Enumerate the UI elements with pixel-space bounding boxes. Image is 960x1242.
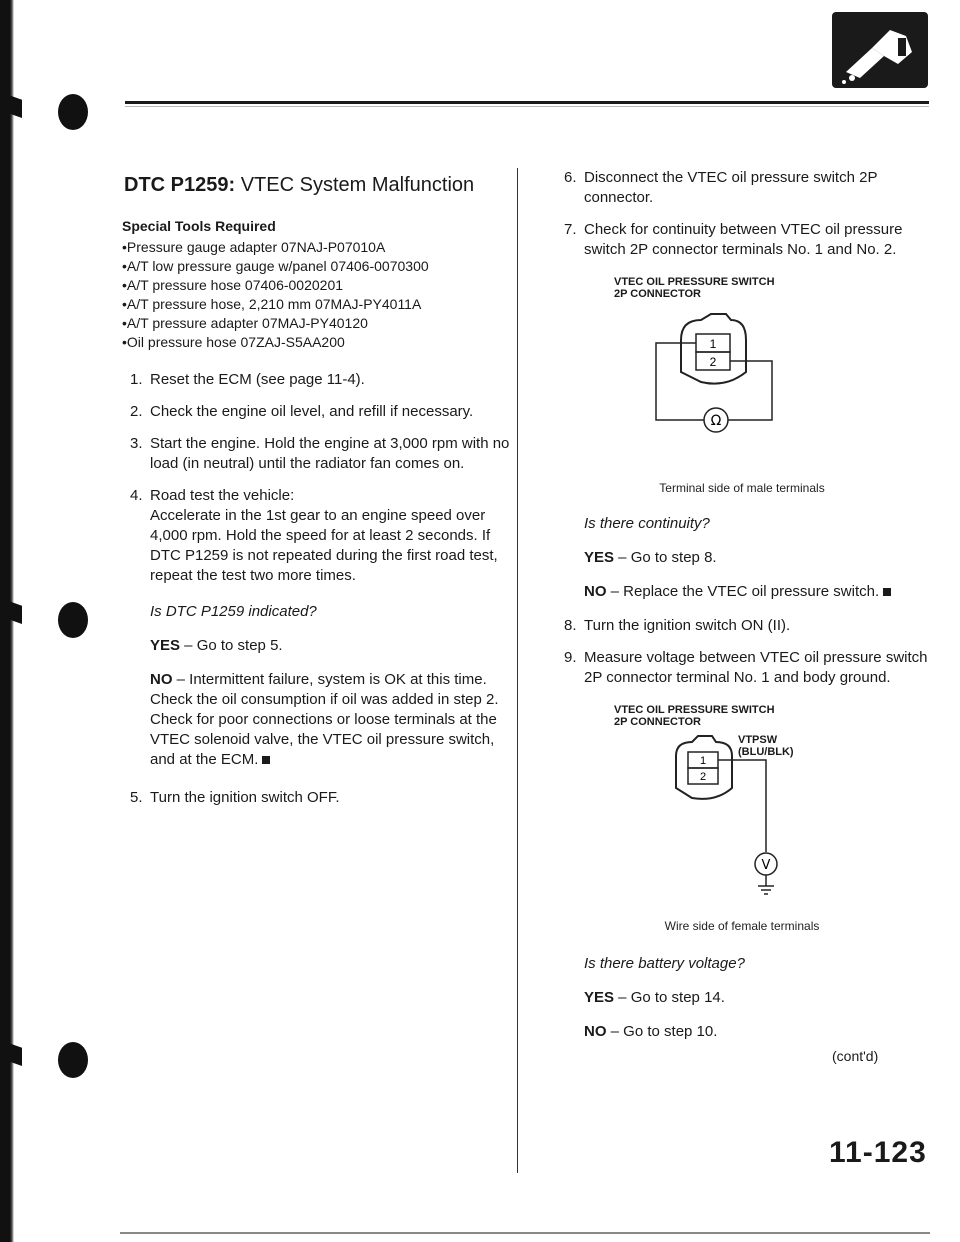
tool-item: • A/T pressure hose, 2,210 mm 07MAJ-PY4011A (122, 295, 512, 314)
punch-hole (58, 602, 88, 638)
step-7 (556, 220, 928, 260)
dtc-code: DTC P1259: (124, 174, 236, 196)
pin-1-label: 1 (709, 337, 717, 351)
step-text: Start the engine. Hold the engine at 3,000 rpm with no load (in neutral) until the radiator fan comes on. (150, 435, 510, 472)
footer-rule (120, 1232, 930, 1234)
step-9 (556, 648, 928, 688)
answer-yes (150, 636, 512, 656)
answer-text: – Intermittent failure, system is OK at this time. Check the oil consumption if oil was added in step 2. Check for poor connections or loose terminals at the VTEC solenoid valve, the VTEC oil pressure switch, and at the ECM. (150, 671, 499, 768)
step-4 (122, 486, 512, 586)
tool-item: • A/T pressure hose 07406-0020201 (122, 276, 512, 295)
step-number: 8. (564, 617, 577, 634)
answer-key: YES (584, 989, 615, 1006)
step-5 (122, 788, 512, 808)
page-number: 11-123 (829, 1136, 927, 1169)
answer-text: – Replace the VTEC oil pressure switch. (606, 583, 880, 600)
answer-text: – Go to step 10. (606, 1023, 718, 1040)
wire-label: VTPSW (738, 734, 778, 746)
figure-title: VTEC OIL PRESSURE SWITCH (614, 704, 775, 716)
special-tools-heading: Special Tools Required (122, 218, 276, 234)
step-2 (122, 402, 512, 422)
dtc-description: VTEC System Malfunction (240, 174, 475, 196)
step-3 (122, 434, 512, 474)
pin-1-label: 1 (699, 755, 707, 767)
end-of-procedure-mark (883, 588, 891, 596)
figure-title: 2P CONNECTOR (614, 716, 702, 728)
step-1 (122, 370, 512, 390)
step-text: Reset the ECM (see page 11-4). (150, 371, 365, 388)
question-dtc-indicated: Is DTC P1259 indicated? (150, 603, 317, 620)
figure-continuity-check (556, 276, 928, 495)
continued-label: (cont'd) (832, 1048, 879, 1064)
step-text: Road test the vehicle: (150, 487, 295, 504)
pin-2-label: 2 (709, 355, 717, 369)
tool-item: • Pressure gauge adapter 07NAJ-P07010A (122, 238, 512, 257)
wire-color-label: (BLU/BLK) (738, 746, 794, 758)
step-text: Check for continuity between VTEC oil pressure switch 2P connector terminals No. 1 and No. 2. (584, 221, 903, 258)
step-text: Turn the ignition switch OFF. (150, 789, 340, 806)
tool-item: • Oil pressure hose 07ZAJ-S5AA200 (122, 333, 512, 352)
figure-caption: Terminal side of male terminals (659, 481, 825, 495)
step-number: 7. (564, 221, 577, 238)
punch-hole (58, 94, 88, 130)
right-column (556, 168, 928, 1042)
answer-no (584, 582, 928, 602)
pin-2-label: 2 (699, 771, 707, 783)
figure-title: VTEC OIL PRESSURE SWITCH (614, 276, 775, 288)
step-6 (556, 168, 928, 208)
answer-key: NO (150, 671, 173, 688)
step-number: 4. (130, 487, 143, 504)
answer-text: – Go to step 14. (614, 989, 725, 1006)
answer-yes (584, 548, 928, 568)
answer-no (150, 670, 512, 770)
tool-item: • A/T pressure adapter 07MAJ-PY40120 (122, 314, 512, 333)
connector-diagram (556, 732, 928, 902)
question-battery-voltage: Is there battery voltage? (584, 955, 745, 972)
answer-yes (584, 988, 928, 1008)
dtc-title (124, 172, 512, 198)
header-rule (125, 101, 929, 104)
left-column (122, 168, 512, 808)
answer-key: NO (584, 1023, 607, 1040)
step-number: 2. (130, 403, 143, 420)
answer-no (584, 1022, 928, 1042)
figure-voltage-check (556, 704, 928, 933)
figure-caption: Wire side of female terminals (664, 919, 820, 933)
step-number: 6. (564, 169, 577, 186)
end-of-procedure-mark (262, 756, 270, 764)
ohm-symbol: Ω (710, 413, 722, 429)
answer-text: – Go to step 8. (614, 549, 717, 566)
step-number: 1. (130, 371, 143, 388)
tool-item: • A/T low pressure gauge w/panel 07406-0070300 (122, 257, 512, 276)
step-text: Measure voltage between VTEC oil pressure switch 2P connector terminal No. 1 and body ground. (584, 649, 928, 686)
step-number: 9. (564, 649, 577, 666)
answer-key: YES (584, 549, 615, 566)
step-number: 5. (130, 789, 143, 806)
question-continuity: Is there continuity? (584, 515, 710, 532)
volt-symbol: V (761, 858, 771, 873)
connector-diagram (556, 302, 928, 472)
step-text: Check the engine oil level, and refill if necessary. (150, 403, 474, 420)
punch-hole (58, 1042, 88, 1078)
answer-text: – Go to step 5. (180, 637, 283, 654)
special-tools-list (122, 238, 512, 352)
fuel-nozzle-icon (832, 12, 928, 88)
header-rule-thin (125, 106, 929, 107)
step-text: Disconnect the VTEC oil pressure switch 2P connector. (584, 169, 878, 206)
figure-title: 2P CONNECTOR (614, 288, 702, 300)
answer-key: NO (584, 583, 607, 600)
step-8 (556, 616, 928, 636)
answer-key: YES (150, 637, 181, 654)
step-text: Turn the ignition switch ON (II). (584, 617, 791, 634)
step-number: 3. (130, 435, 143, 452)
step-text-detail: Accelerate in the 1st gear to an engine speed over 4,000 rpm. Hold the speed for at least 2 seconds. If DTC P1259 is not repeated during the first road test, repeat the test two more times. (150, 507, 498, 584)
column-divider (517, 168, 518, 1173)
